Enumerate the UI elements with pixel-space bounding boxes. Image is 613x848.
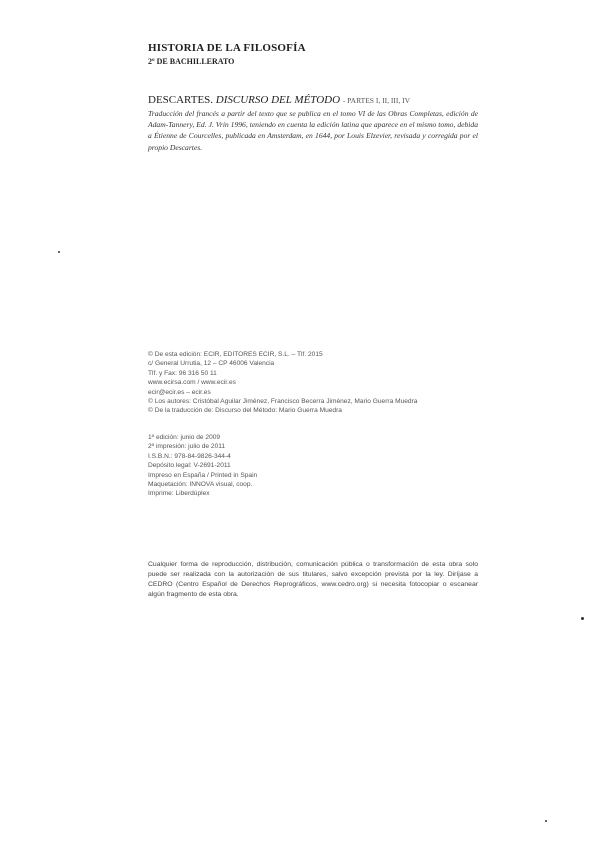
work-parts: - PARTES I, II, III, IV [342, 96, 410, 105]
credit-line: www.ecirsa.com / www.ecir.es [148, 379, 236, 387]
edition-line: Impreso en España / Printed in Spain [148, 471, 258, 479]
scan-speck [545, 820, 547, 822]
edition-line: Maquetación: INNOVA visual, coop. [148, 481, 253, 489]
work-title: DISCURSO DEL MÉTODO [215, 94, 341, 106]
author-name: DESCARTES. [148, 94, 214, 106]
edition-line: 1ª edición: junio de 2009 [148, 434, 221, 441]
copyright-credits [148, 350, 468, 416]
translation-note: Traducción del francés a partir del texto que se publica en el tomo VI de las Obras Completas, edición de Adam-Tannery, Ed. J. Vrin 1996, teniendo en cuenta la edición latina que aparece en el mismo tomo, debida a Étienne de Courcelles, publicada en Amsterdam, en 1644, por Louis Elzevier, revisada y corregida por el propio Descartes. [148, 109, 478, 152]
edition-line: Depósito legal: V-2691-2011 [148, 462, 231, 470]
edition-line: 2ª impresión: julio de 2011 [148, 443, 226, 451]
credit-line: ecir@ecir.es – ecir.es [148, 388, 211, 396]
scan-speck [58, 251, 60, 253]
series-title: HISTORIA DE LA FILOSOFÍA [148, 42, 306, 54]
edition-line: Imprime: Liberdúplex [148, 490, 210, 498]
book-title [148, 94, 410, 106]
credit-line: © De esta edición: ECIR, EDITORES ECIR, S.L. – Tlf. 2015 [148, 351, 323, 358]
credit-line: © Los autores: Cristóbal Aguilar Jiménez, Francisco Becerra Jiménez, Mario Guerra Muedra [148, 398, 418, 406]
series-subtitle: 2º DE BACHILLERATO [148, 57, 235, 66]
credit-line: Tlf. y Fax: 96 316 50 11 [148, 369, 217, 377]
credit-line: c/ General Urrutia, 12 – CP 46006 Valencia [148, 360, 275, 368]
credit-line: © De la traducción de: Discurso del Método: Mario Guerra Muedra [148, 407, 342, 415]
scan-speck [581, 617, 584, 620]
rights-notice: Cualquier forma de reproducción, distribución, comunicación pública o transformación de esta obra solo puede ser realizada con la autorización de sus titulares, salvo excepción prevista por la ley. Diríjase a CEDRO (Centro Español de Derechos Reprográficos, www.cedro.org) si necesita fotocopiar o escanear algún fragmento de esta obra. [148, 561, 478, 598]
edition-info [148, 433, 348, 499]
edition-line: I.S.B.N.: 978-84-9826-344-4 [148, 452, 231, 460]
